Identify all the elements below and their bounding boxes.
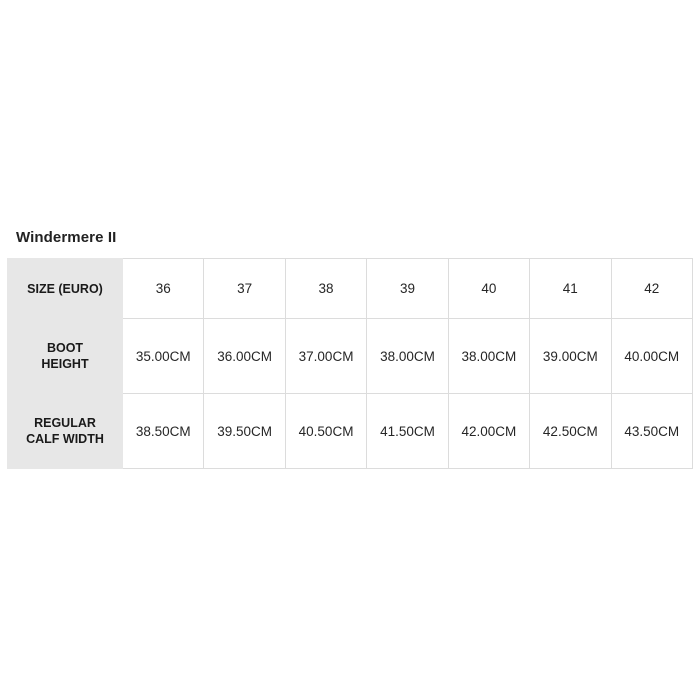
- table-cell: 36: [123, 259, 204, 319]
- table-cell: 38: [285, 259, 366, 319]
- table-cell: 42.00CM: [448, 394, 529, 469]
- table-row-boot-height: [8, 319, 693, 394]
- chart-title: Windermere II: [16, 229, 117, 246]
- table-cell: 39.00CM: [530, 319, 611, 394]
- table-cell: 42: [611, 259, 692, 319]
- row-header-line: BOOT: [46, 341, 84, 355]
- table-cell: 43.50CM: [611, 394, 692, 469]
- table-row-size: [8, 259, 693, 319]
- row-header-size: [8, 259, 123, 319]
- table-cell: 40.50CM: [285, 394, 366, 469]
- table-cell: 42.50CM: [530, 394, 611, 469]
- row-header-boot-height: [8, 319, 123, 394]
- size-chart-table: [7, 258, 693, 469]
- table-cell: 35.00CM: [123, 319, 204, 394]
- row-header-line: REGULAR: [34, 416, 96, 430]
- table-cell: 39.50CM: [204, 394, 285, 469]
- row-header-line: CALF WIDTH: [26, 432, 104, 446]
- table-cell: 41: [530, 259, 611, 319]
- table-cell: 39: [367, 259, 448, 319]
- row-header-line: SIZE (EURO): [27, 281, 103, 296]
- table-cell: 36.00CM: [204, 319, 285, 394]
- table-row-calf-width: [8, 394, 693, 469]
- table-cell: 38.50CM: [123, 394, 204, 469]
- row-header-calf-width: [8, 394, 123, 469]
- row-header-line: HEIGHT: [41, 357, 89, 371]
- table-cell: 40: [448, 259, 529, 319]
- table-cell: 41.50CM: [367, 394, 448, 469]
- table-cell: 37: [204, 259, 285, 319]
- table-cell: 37.00CM: [285, 319, 366, 394]
- table-cell: 40.00CM: [611, 319, 692, 394]
- table-cell: 38.00CM: [367, 319, 448, 394]
- table-cell: 38.00CM: [448, 319, 529, 394]
